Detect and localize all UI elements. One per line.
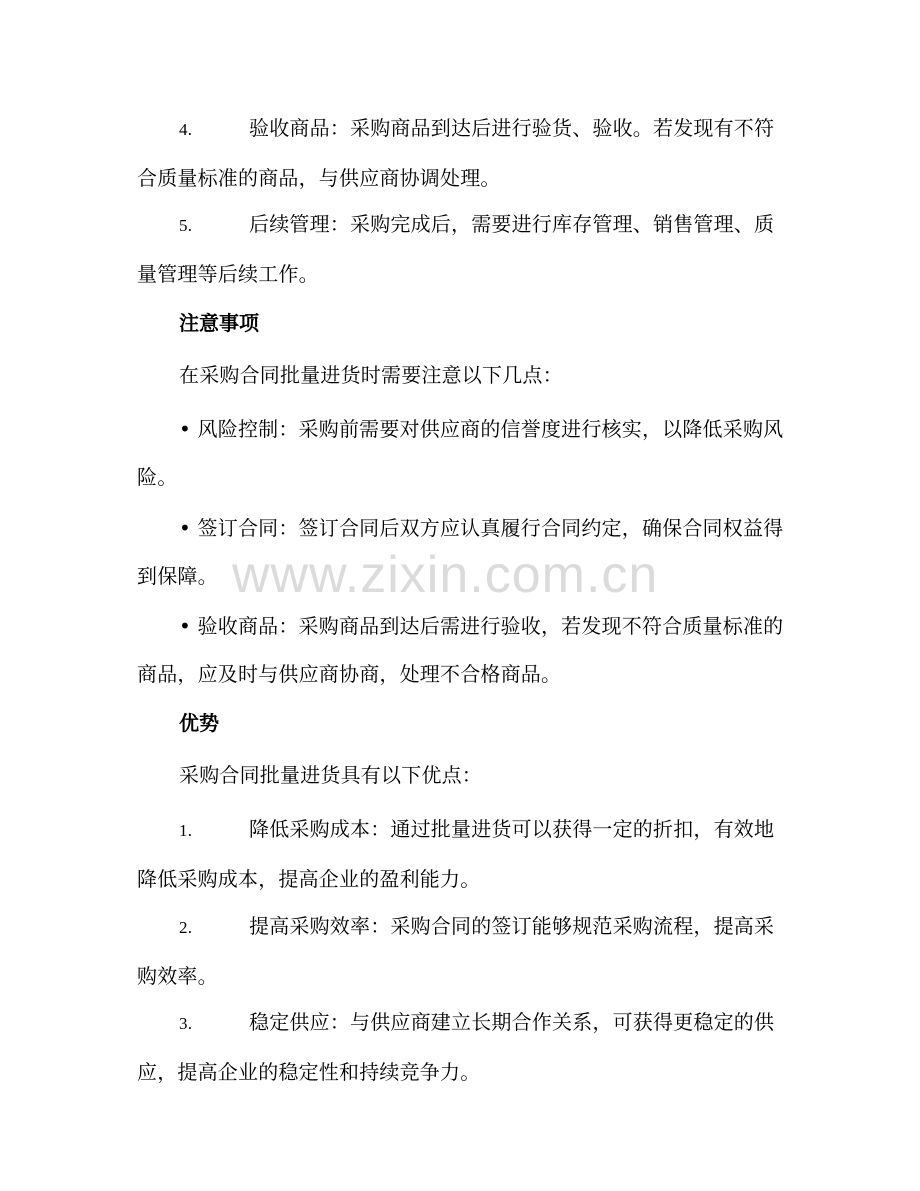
- advantage-item-2: [137, 902, 787, 1000]
- note-bullet-contract: • 签订合同：签订合同后双方应认真履行合同约定，确保合同权益得到保障。: [137, 516, 784, 588]
- advantage-number: 3.: [179, 1014, 193, 1033]
- advantage-item-1: [137, 805, 787, 903]
- advantage-text: 提高采购效率：采购合同的签订能够规范采购流程，提高采购效率。: [137, 914, 775, 988]
- step-text: 后续管理：采购完成后，需要进行库存管理、销售管理、质量管理等后续工作。: [137, 212, 775, 286]
- advantage-number: 1.: [179, 821, 193, 840]
- advantage-text: 稳定供应：与供应商建立长期合作关系，可获得更稳定的供应，提高企业的稳定性和持续竞争力。: [137, 1010, 775, 1084]
- step-text: 验收商品：采购商品到达后进行验货、验收。若发现有不符合质量标准的商品，与供应商协调处理。: [137, 116, 775, 190]
- notes-heading: 注意事项: [179, 311, 259, 335]
- advantage-text: 降低采购成本：通过批量进货可以获得一定的折扣，有效地降低采购成本，提高企业的盈利能力。: [137, 817, 775, 891]
- step-item-4: [137, 104, 787, 202]
- advantage-item-3: [137, 998, 787, 1096]
- advantages-intro: 采购合同批量进货具有以下优点：: [179, 763, 482, 787]
- advantages-heading: 优势: [179, 711, 219, 735]
- step-item-5: [137, 200, 787, 298]
- notes-intro: 在采购合同批量进货时需要注意以下几点：: [179, 363, 563, 387]
- step-number: 5.: [179, 216, 193, 235]
- advantage-number: 2.: [179, 918, 193, 937]
- watermark: www.zixin.com.cn: [232, 546, 659, 604]
- note-bullet-inspection: • 验收商品：采购商品到达后需进行验收，若发现不符合质量标准的商品，应及时与供应商协商，处理不合格商品。: [137, 614, 784, 686]
- step-number: 4.: [179, 120, 193, 139]
- note-bullet-risk: • 风险控制：采购前需要对供应商的信誉度进行核实，以降低采购风险。: [137, 417, 784, 489]
